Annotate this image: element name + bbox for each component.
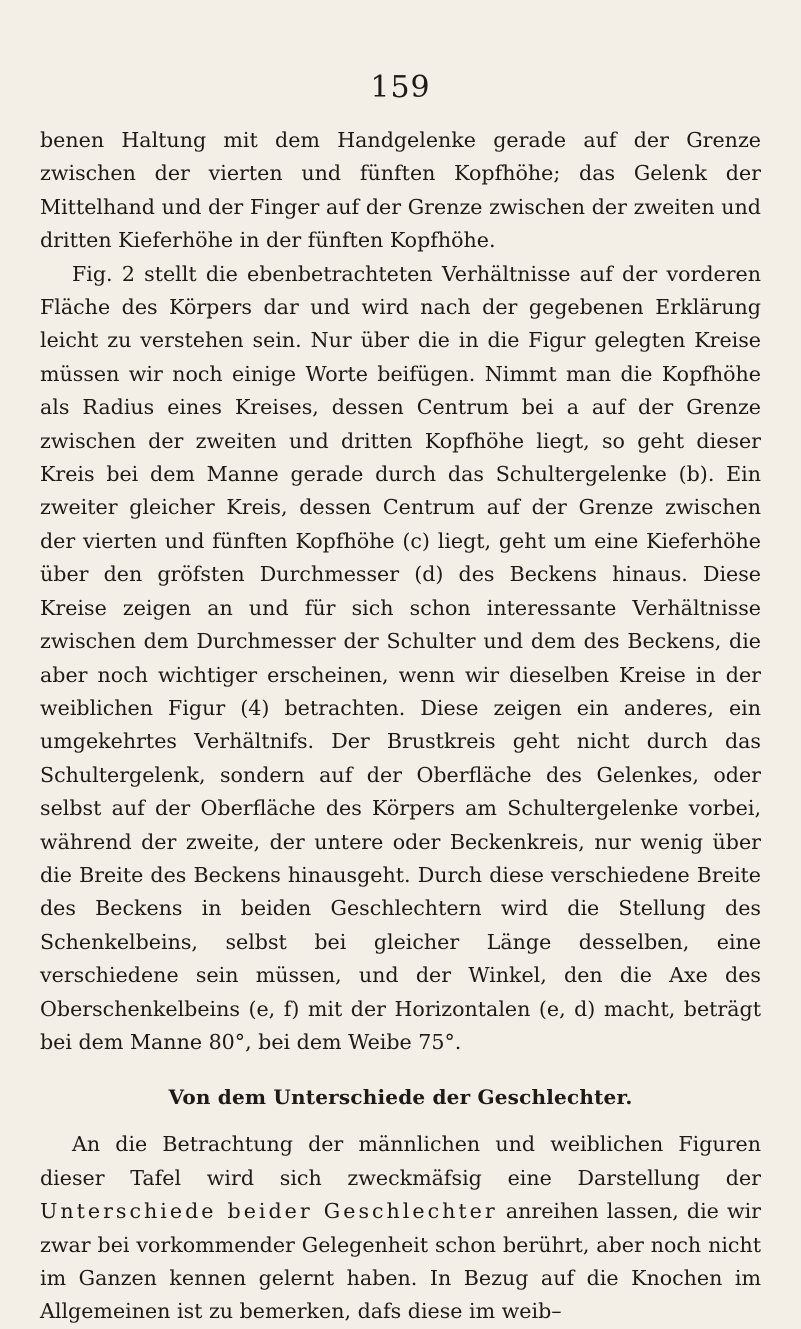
paragraph-fig-2: Fig. 2 stellt die ebenbetrachteten Verhältnisse auf der vorderen Fläche des Körpers dar und wird nach der gegebenen Erklärung leicht zu verstehen sein. Nur über die in die Figur gelegten Kreise müssen wir noch einige Worte beifügen. Nimmt man die Kopfhöhe als Radius eines Kreises, dessen Centrum bei a auf der Grenze zwischen der zweiten und dritten Kopfhöhe liegt, so geht dieser Kreis bei dem Manne gerade durch das Schultergelenke (b). Ein zweiter gleicher Kreis, dessen Centrum auf der Grenze zwischen der vierten und fünften Kopfhöhe (c) liegt, geht um eine Kieferhöhe über den gröfsten Durchmesser (d) des Beckens hinaus. Diese Kreise zeigen an und für sich schon interessante Verhältnisse zwischen dem Durchmesser der Schulter und dem des Beckens, die aber noch wichtiger erscheinen, wenn wir dieselben Kreise in der weiblichen Figur (4) betrachten. Diese zeigen ein anderes, ein umgekehrtes Verhältnifs. Der Brustkreis geht nicht durch das Schultergelenk, sondern auf der Oberfläche des Gelenkes, oder selbst auf der Oberfläche des Körpers am Schultergelenke vorbei, während der zweite, der untere oder Beckenkreis, nur wenig über die Breite des Beckens hinausgeht. Durch diese verschiedene Breite des Beckens in beiden Geschlechtern wird die Stellung des Schenkelbeins, selbst bei gleicher Länge desselben, eine verschiedene sein müssen, und der Winkel, den die Axe des Oberschenkelbeins (e, f) mit der Horizontalen (e, d) macht, beträgt bei dem Manne 80°, bei dem Weibe 75°. (40, 261, 761, 1054)
spaced-emphasis: Unterschiede beider Geschlechter (40, 1199, 498, 1224)
body-text (40, 124, 761, 1329)
section-paragraph (40, 1128, 761, 1328)
section-heading: Von dem Unterschiede der Geschlechter. (168, 1085, 633, 1110)
page-number: 159 (370, 70, 431, 105)
paragraph-continuation: benen Haltung mit dem Handgelenke gerade auf der Grenze zwischen der vierten und fünften Kopfhöhe; das Gelenk der Mittelhand und der Finger auf der Grenze zwischen der zweiten und dritten Kieferhöhe in der fünften Kopfhöhe. (40, 128, 761, 253)
section-text-after: anreihen lassen, die wir zwar bei vorkommender Gelegenheit schon berührt, aber noch nicht im Ganzen kennen gelernt haben. In Bezug auf die Knochen im Allgemeinen ist zu bemerken, dafs diese im weib– (40, 1199, 762, 1324)
section-text-before: An die Betrachtung der männlichen und weiblichen Figuren dieser Tafel wird sich zweckmäfsig eine Darstellung der (40, 1132, 761, 1190)
